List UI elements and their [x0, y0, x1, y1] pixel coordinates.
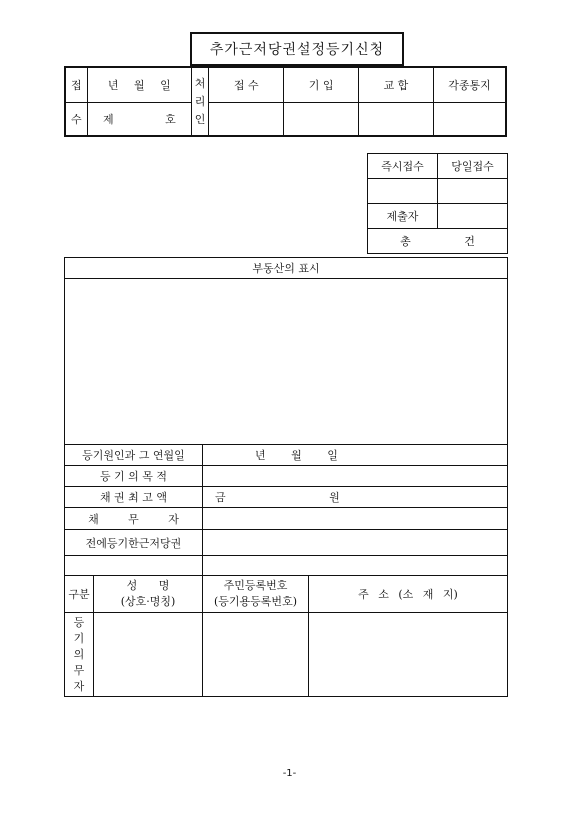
- parties-address-header: 주 소 (소 재 지): [309, 576, 508, 613]
- page-number: -1-: [282, 768, 297, 779]
- property-description-field[interactable]: [65, 279, 508, 445]
- parties-name-header: [94, 576, 203, 613]
- receipt-field-notice[interactable]: [434, 102, 506, 136]
- blank-label: [65, 556, 203, 576]
- id-header-main: 주민등록번호: [223, 579, 288, 592]
- name-header-main: 성 명: [126, 579, 170, 592]
- stamp-total: 총 건: [368, 229, 508, 254]
- purpose-label: 등 기 의 목 적: [65, 466, 203, 487]
- stamp-sameday-field[interactable]: [438, 179, 508, 204]
- obligor-label: [65, 613, 94, 697]
- prior-mortgage-value[interactable]: [203, 530, 508, 556]
- page-title: 추가근저당권설정등기신청: [190, 32, 404, 66]
- id-header-sub: (등기용등록번호): [214, 595, 297, 608]
- receipt-header-entry: 기 입: [284, 67, 358, 102]
- debtor-value[interactable]: [203, 508, 508, 530]
- stamp-immediate-field[interactable]: [368, 179, 438, 204]
- receipt-field-receive[interactable]: [209, 102, 284, 136]
- receipt-date-label: 년 월 일: [87, 67, 191, 102]
- processing-label: 처리인: [192, 67, 209, 136]
- receipt-header-receive: 접 수: [209, 67, 284, 102]
- obligor-name-field[interactable]: [94, 613, 203, 697]
- obligor-id-field[interactable]: [203, 613, 309, 697]
- property-table: [64, 257, 508, 576]
- parties-id-header: [203, 576, 309, 613]
- blank-value[interactable]: [203, 556, 508, 576]
- receipt-field-check[interactable]: [358, 102, 433, 136]
- receipt-header-check: 교 합: [358, 67, 433, 102]
- receipt-label-top: 접: [65, 67, 87, 102]
- name-header-sub: (상호·명칭): [120, 595, 176, 608]
- max-claim-value[interactable]: 금 원: [203, 487, 508, 508]
- parties-table: [64, 575, 508, 697]
- stamp-sameday: 당일접수: [438, 154, 508, 179]
- cause-date-value[interactable]: 년 월 일: [203, 445, 508, 466]
- stamp-immediate: 즉시접수: [368, 154, 438, 179]
- receipt-field-entry[interactable]: [284, 102, 358, 136]
- stamp-submitter: 제출자: [368, 204, 438, 229]
- purpose-value[interactable]: [203, 466, 508, 487]
- receipt-number-label: 제 호: [87, 102, 191, 136]
- parties-kind-header: 구분: [65, 576, 94, 613]
- receipt-label-bottom: 수: [65, 102, 87, 136]
- cause-date-label: 등기원인과 그 연월일: [65, 445, 203, 466]
- receipt-header-notice: 각종통지: [434, 67, 506, 102]
- stamp-submitter-field[interactable]: [438, 204, 508, 229]
- stamp-table: [367, 153, 508, 254]
- receipt-table: [64, 66, 507, 137]
- prior-mortgage-label: 전에등기한근저당권: [65, 530, 203, 556]
- property-header: 부동산의 표시: [65, 258, 508, 279]
- obligor-label-text: 등기의무자: [73, 616, 85, 693]
- obligor-address-field[interactable]: [309, 613, 508, 697]
- max-claim-label: 채 권 최 고 액: [65, 487, 203, 508]
- debtor-label: 채 무 자: [65, 508, 203, 530]
